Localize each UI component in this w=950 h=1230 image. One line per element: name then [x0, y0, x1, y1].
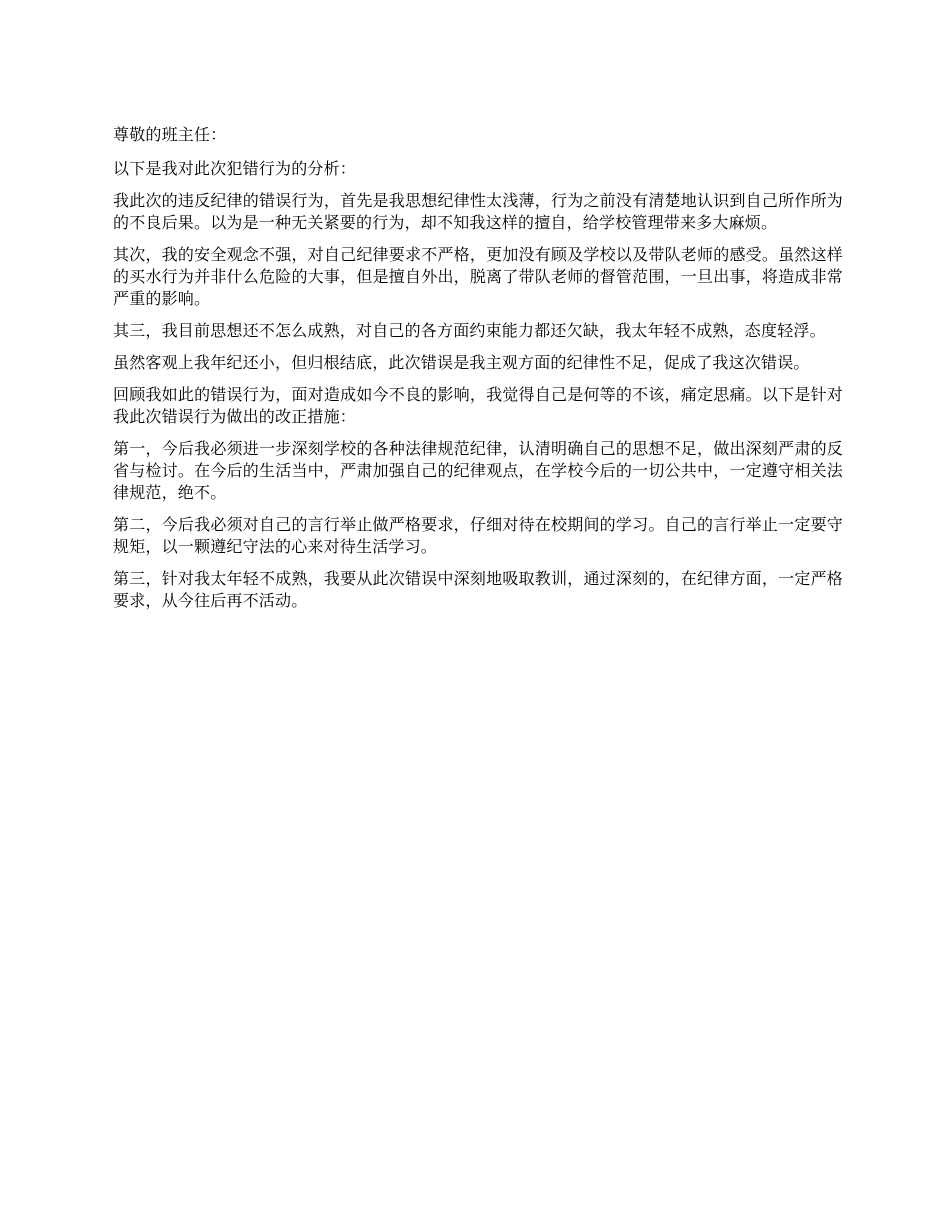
paragraph-second-reason: 其次，我的安全观念不强，对自己纪律要求不严格，更加没有顾及学校以及带队老师的感受。虽然这样的买水行为并非什么危险的大事，但是擅自外出，脱离了带队老师的督管范围，一旦出事，将造成非常严重的影响。 [113, 245, 843, 308]
paragraph-third-reason: 其三，我目前思想还不怎么成熟，对自己的各方面约束能力都还欠缺，我太年轻不成熟，态度轻浮。 [113, 321, 826, 340]
paragraph-reflection: 回顾我如此的错误行为，面对造成如今不良的影响，我觉得自己是何等的不该，痛定思痛。以下是针对我此次错误行为做出的改正措施： [113, 385, 843, 426]
paragraph-measure-one: 第一，今后我必须进一步深刻学校的各种法律规范纪律，认清明确自己的思想不足，做出深刻严肃的反省与检讨。在今后的生活当中，严肃加强自己的纪律观点，在学校今后的一切公共中，一定遵守相关法律规范，绝不。 [113, 439, 843, 502]
paragraph-first-reason: 我此次的违反纪律的错误行为，首先是我思想纪律性太浅薄，行为之前没有清楚地认识到自己所作所为的不良后果。以为是一种无关紧要的行为，却不知我这样的擅自，给学校管理带来多大麻烦。 [113, 191, 843, 232]
paragraph-summary: 虽然客观上我年纪还小，但归根结底，此次错误是我主观方面的纪律性不足，促成了我这次错误。 [113, 353, 810, 372]
paragraph-measure-three: 第三，针对我太年轻不成熟，我要从此次错误中深刻地吸取教训，通过深刻的，在纪律方面，一定严格要求，从今往后再不活动。 [113, 569, 843, 610]
paragraph-measure-two: 第二，今后我必须对自己的言行举止做严格要求，仔细对待在校期间的学习。自己的言行举止一定要守规矩，以一颗遵纪守法的心来对待生活学习。 [113, 515, 843, 556]
paragraph-intro: 以下是我对此次犯错行为的分析： [113, 159, 357, 178]
document-body [113, 124, 843, 622]
salutation: 尊敬的班主任： [113, 125, 227, 144]
